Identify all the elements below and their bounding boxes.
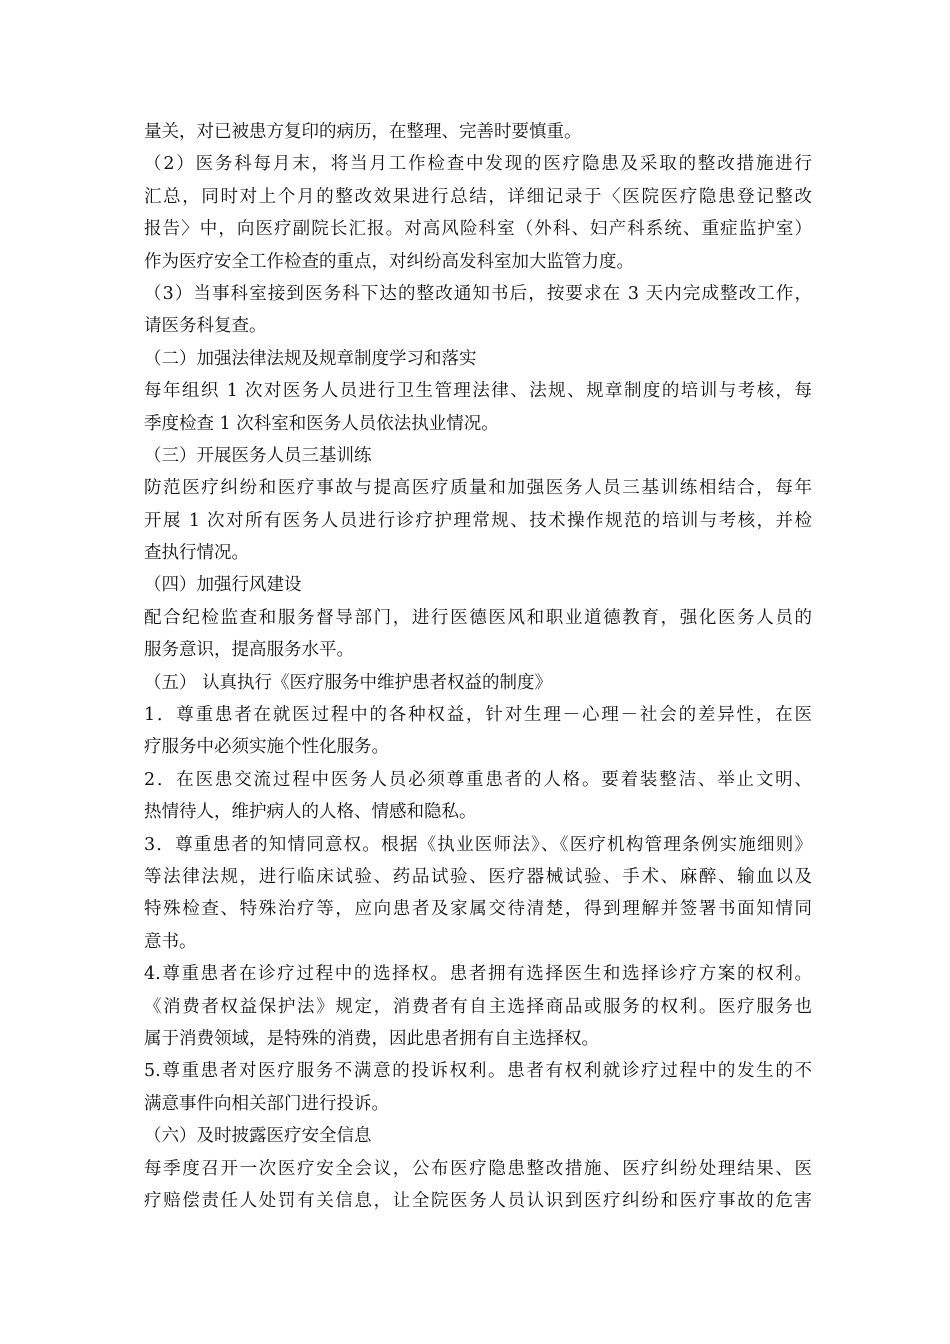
text-line: 《消费者权益保护法》规定，消费者有自主选择商品或服务的权利。医疗服务也 xyxy=(144,996,812,1017)
text-line: 报告〉中，向医疗副院长汇报。对高风险科室（外科、妇产科系统、重症监护室） xyxy=(144,219,812,240)
document-page xyxy=(144,116,812,1217)
text-line: 意书。 xyxy=(144,931,197,952)
text-line: 属于消费领域，是特殊的消费，因此患者拥有自主选择权。 xyxy=(144,1028,599,1049)
text-line: 作为医疗安全工作检查的重点，对纠纷高发科室加大监管力度。 xyxy=(144,251,634,272)
text-line: 特殊检查、特殊治疗等，应向患者及家属交待清楚，得到理解并签署书面知情同 xyxy=(144,899,812,920)
text-line: 防范医疗纠纷和医疗事故与提高医疗质量和加强医务人员三基训练相结合，每年 xyxy=(144,478,812,499)
text-line: 2．在医患交流过程中医务人员必须尊重患者的人格。要着装整洁、举止文明、 xyxy=(144,769,812,790)
text-line: 汇总，同时对上个月的整改效果进行总结，详细记录于〈医院医疗隐患登记整改 xyxy=(144,186,812,207)
text-line: 查执行情况。 xyxy=(144,543,249,564)
section-heading: （六）及时披露医疗安全信息 xyxy=(144,1126,372,1147)
text-line: 每季度召开一次医疗安全会议，公布医疗隐患整改措施、医疗纠纷处理结果、医 xyxy=(144,1158,812,1179)
text-line: 服务意识，提高服务水平。 xyxy=(144,640,354,661)
section-heading: （四）加强行风建设 xyxy=(144,575,302,596)
text-line: 3．尊重患者的知情同意权。根据《执业医师法》、《医疗机构管理条例实施细则》 xyxy=(144,834,812,855)
section-heading: （五） 认真执行《医疗服务中维护患者权益的制度》 xyxy=(144,672,553,693)
text-line: 热情待人，维护病人的人格、情感和隐私。 xyxy=(144,802,477,823)
text-line: 开展 1 次对所有医务人员进行诊疗护理常规、技术操作规范的培训与考核，并检 xyxy=(144,510,812,531)
text-line: （2）医务科每月末，将当月工作检查中发现的医疗隐患及采取的整改措施进行 xyxy=(144,154,812,175)
text-line: 量关，对已被患方复印的病历，在整理、完善时要慎重。 xyxy=(144,122,582,142)
text-line: 疗赔偿责任人处罚有关信息，让全院医务人员认识到医疗纠纷和医疗事故的危害 xyxy=(144,1190,812,1211)
text-line: 每年组织 1 次对医务人员进行卫生管理法律、法规、规章制度的培训与考核，每 xyxy=(144,381,812,402)
text-line: 请医务科复查。 xyxy=(144,316,267,337)
section-heading: （三）开展医务人员三基训练 xyxy=(144,445,372,466)
text-line: （3）当事科室接到医务科下达的整改通知书后，按要求在 3 天内完成整改工作， xyxy=(144,283,812,304)
text-line: 等法律法规，进行临床试验、药品试验、医疗器械试验、手术、麻醉、输血以及 xyxy=(144,866,812,887)
section-heading: （二）加强法律法规及规章制度学习和落实 xyxy=(144,348,477,369)
text-line: 5.尊重患者对医疗服务不满意的投诉权利。患者有权利就诊疗过程中的发生的不 xyxy=(144,1061,812,1082)
text-line: 疗服务中必须实施个性化服务。 xyxy=(144,737,389,758)
text-line: 满意事件向相关部门进行投诉。 xyxy=(144,1093,389,1114)
text-line: 配合纪检监查和服务督导部门，进行医德医风和职业道德教育，强化医务人员的 xyxy=(144,607,812,628)
text-line: 季度检查 1 次科室和医务人员依法执业情况。 xyxy=(144,413,499,434)
text-line: 1．尊重患者在就医过程中的各种权益，针对生理－心理－社会的差异性，在医 xyxy=(144,705,812,726)
text-line: 4.尊重患者在诊疗过程中的选择权。患者拥有选择医生和选择诊疗方案的权利。 xyxy=(144,964,812,985)
